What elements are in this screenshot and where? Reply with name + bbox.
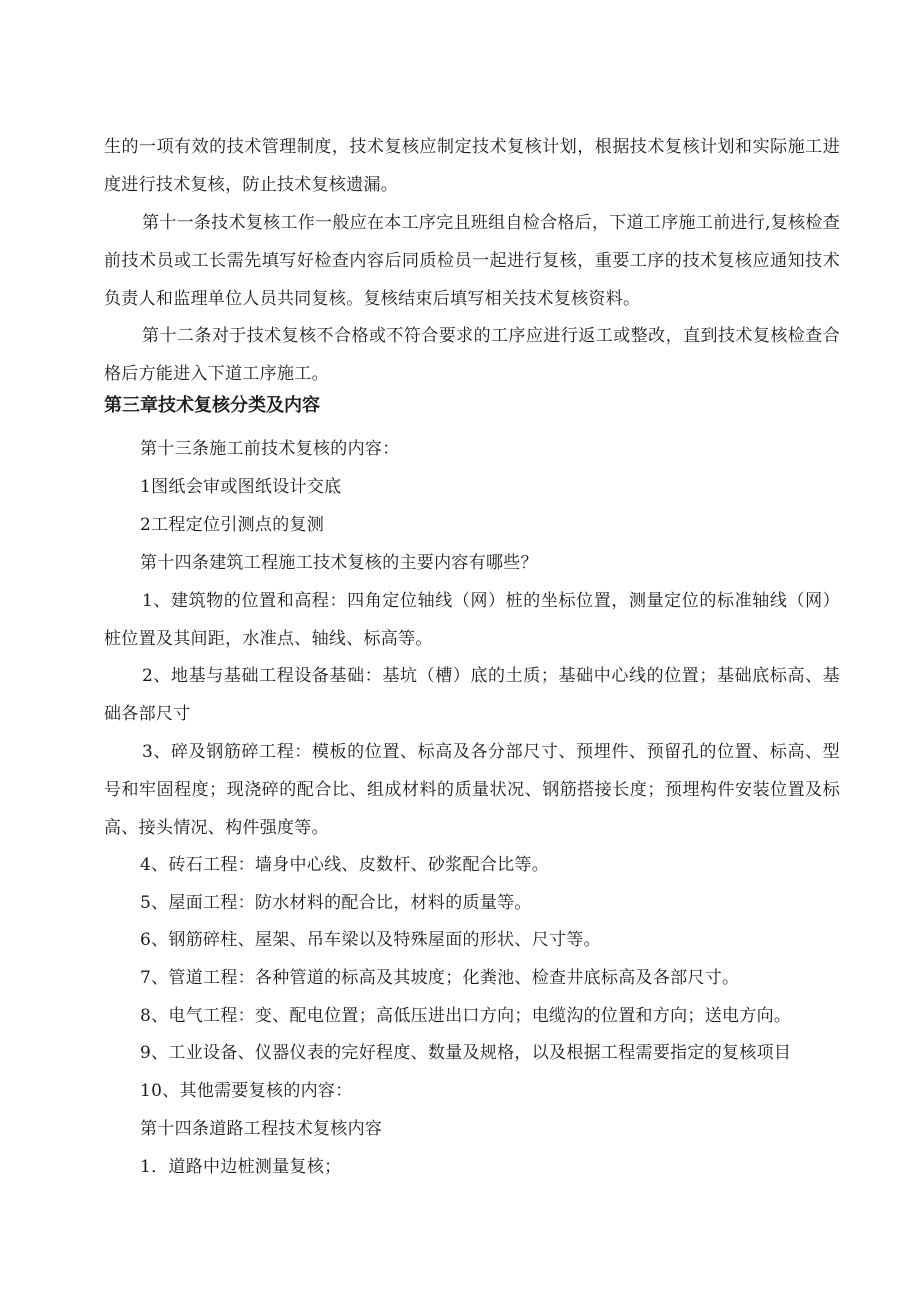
list-item: 1图纸会审或图纸设计交底 [140,477,342,497]
list-item: 8、电气工程：变、配电位置；高低压进出口方向；电缆沟的位置和方向；送电方向。 [140,1006,792,1026]
paragraph-article-12: 第十二条对于技术复核不合格或不符合要求的工序应进行返工或整改，直到技术复核检查合格后方能进入下道工序施工。 [104,326,840,384]
list-item: 9、工业设备、仪器仪表的完好程度、数量及规格，以及根据工程需要指定的复核项目 [140,1043,792,1063]
paragraph-article-11: 第十一条技术复核工作一般应在本工序完且班组自检合格后，下道工序施工前进行,复核检查前技术员或工长需先填写好检查内容后同质检员一起进行复核，重要工序的技术复核应通知技术负责人和监理单位人员共同复核。复核结束后填写相关技术复核资料。 [104,213,840,309]
list-item: 6、钢筋碎柱、屋架、吊车梁以及特殊屋面的形状、尺寸等。 [140,930,601,950]
chapter-heading: 第三章技术复核分类及内容 [104,395,320,416]
article-14-road-title: 第十四条道路工程技术复核内容 [140,1119,383,1139]
list-item: 2工程定位引测点的复测 [140,515,325,535]
list-item: 1、建筑物的位置和高程：四角定位轴线（网）桩的坐标位置，测量定位的标准轴线（网）桩位置及其间距，水准点、轴线、标高等。 [104,591,840,649]
list-item: 5、屋面工程：防水材料的配合比，材料的质量等。 [140,893,532,913]
list-item: 10、其他需要复核的内容： [140,1081,353,1101]
list-item: 7、管道工程：各种管道的标高及其坡度；化粪池、检查井底标高及各部尺寸。 [140,968,740,988]
article-14-building-title: 第十四条建筑工程施工技术复核的主要内容有哪些？ [140,553,538,573]
article-13-title: 第十三条施工前技术复核的内容： [140,439,400,459]
paragraph-intro: 生的一项有效的技术管理制度，技术复核应制定技术复核计划，根据技术复核计划和实际施工进度进行技术复核，防止技术复核遗漏。 [104,137,840,195]
list-item: 3、碎及钢筋碎工程：模板的位置、标高及各分部尺寸、预埋件、预留孔的位置、标高、型号和牢固程度；现浇碎的配合比、组成材料的质量状况、钢筋搭接长度；预埋构件安装位置及标高、接头情况、构件强度等。 [104,742,840,838]
list-item: 2、地基与基础工程设备基础：基坑（槽）底的土质；基础中心线的位置；基础底标高、基础各部尺寸 [104,666,840,724]
list-item: 1．道路中边桩测量复核； [140,1157,342,1177]
list-item: 4、砖石工程：墙身中心线、皮数杆、砂浆配合比等。 [140,855,550,875]
